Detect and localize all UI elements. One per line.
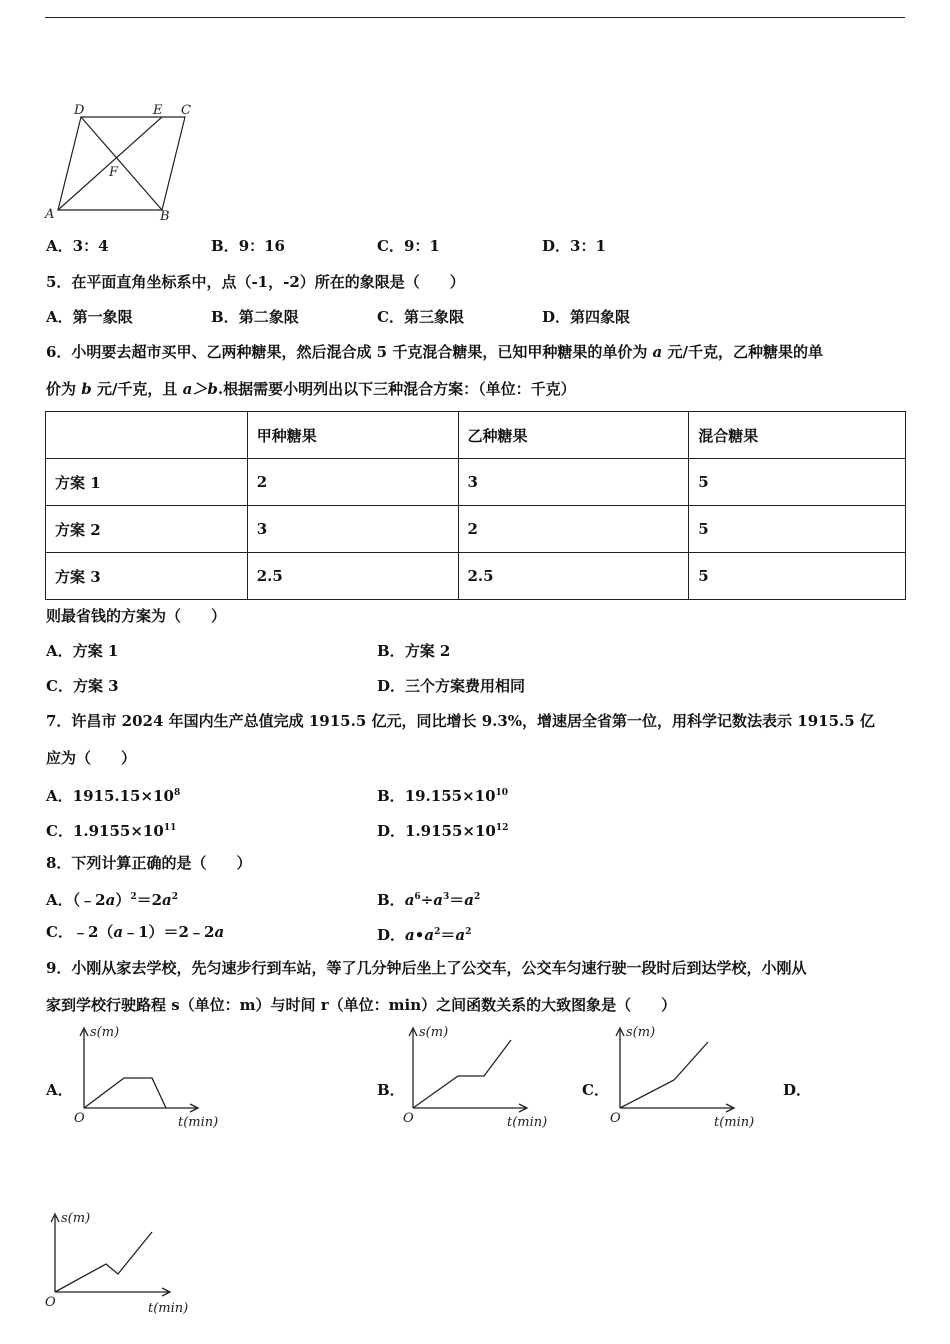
graph-d[interactable] (40, 1208, 200, 1320)
table-cell: 5 (689, 506, 906, 553)
table-cell: 5 (689, 553, 906, 600)
table-header-row (46, 412, 906, 459)
q7-option-c[interactable]: C．$1.9155\times 10^{11}$ (46, 822, 177, 840)
q6-option-b[interactable]: B．方案 2 (377, 642, 451, 660)
q4-option-a[interactable]: A．3：4 (46, 237, 109, 255)
label-E: E (153, 103, 163, 118)
table-header-cell: 甲种糖果 (247, 412, 458, 459)
graph-c[interactable] (606, 1022, 766, 1134)
label-D: D (74, 103, 85, 118)
table-header-cell (46, 412, 248, 459)
table-cell: 2.5 (458, 553, 689, 600)
q8-option-d[interactable]: D．$a•a^2=a^2$ (377, 926, 472, 944)
table-header-cell: 混合糖果 (689, 412, 906, 459)
graph-b[interactable] (400, 1022, 560, 1134)
header-rule (45, 17, 905, 18)
table-cell: 方案 2 (46, 506, 248, 553)
q7-option-b[interactable]: B．$19.155\times 10^{10}$ (377, 787, 509, 805)
q4-option-d[interactable]: D．3：1 (542, 237, 606, 255)
table-cell: 3 (247, 506, 458, 553)
q6-option-a[interactable]: A．方案 1 (46, 642, 119, 660)
q7-option-d[interactable]: D．$1.9155\times 10^{12}$ (377, 822, 509, 840)
q4-option-c[interactable]: C．9：1 (377, 237, 440, 255)
q9-option-d-key[interactable]: D． (783, 1081, 812, 1099)
q8-stem: 8．下列计算正确的是（ ） (46, 854, 252, 872)
label-C: C (181, 103, 191, 118)
q8-option-c[interactable]: C．﹣2（a﹣1）＝2﹣2a (46, 923, 225, 941)
q5-stem: 5．在平面直角坐标系中，点（-1，-2）所在的象限是（ ） (46, 273, 465, 291)
q5-option-d[interactable]: D．第四象限 (542, 308, 631, 326)
label-A: A (45, 207, 55, 222)
q9-stem-line2: 家到学校行驶路程 s（单位：m）与时间 r（单位：min）之间函数关系的大致图象是（ ） (46, 996, 677, 1014)
q5-option-a[interactable]: A．第一象限 (46, 308, 133, 326)
svg-text:s(m): s(m) (61, 1211, 91, 1226)
table-row (46, 459, 906, 506)
q9-option-b-key[interactable]: B． (377, 1081, 405, 1099)
table-cell: 2 (458, 506, 689, 553)
q6-question: 则最省钱的方案为（ ） (46, 607, 227, 625)
q6-stem-line1: 6．小明要去超市买甲、乙两种糖果，然后混合成 5 千克混合糖果，已知甲种糖果的单价为 a 元/千克，乙种糖果的单 (46, 343, 823, 361)
q5-option-b[interactable]: B．第二象限 (211, 308, 299, 326)
q7-stem-line1: 7．许昌市 2024 年国内生产总值完成 1915.5 亿元，同比增长 9.3%，增速居全省第一位，用科学记数法表示 1915.5 亿 (46, 712, 875, 730)
q9-option-c-key[interactable]: C． (582, 1081, 609, 1099)
q6-option-d[interactable]: D．三个方案费用相同 (377, 677, 526, 695)
svg-text:t(min): t(min) (178, 1115, 219, 1130)
table-cell: 2.5 (247, 553, 458, 600)
table-row (46, 506, 906, 553)
svg-text:s(m): s(m) (419, 1025, 449, 1040)
q6-stem-line2: 价为 b 元/千克，且 a＞b.根据需要小明列出以下三种混合方案：（单位：千克） (46, 380, 576, 398)
table-row (46, 553, 906, 600)
svg-text:s(m): s(m) (90, 1025, 120, 1040)
table-cell: 方案 1 (46, 459, 248, 506)
q8-option-a[interactable]: A．$(﹣2a)^2=2a^2$ (46, 891, 179, 909)
q4-option-b[interactable]: B．9：16 (211, 237, 285, 255)
graph-a[interactable] (70, 1022, 230, 1134)
q7-option-a[interactable]: A．$1915.15\times 10^8$ (46, 787, 181, 805)
q5-option-c[interactable]: C．第三象限 (377, 308, 464, 326)
svg-text:t(min): t(min) (714, 1115, 755, 1130)
q8-option-b[interactable]: B．$a^6\div a^3=a^2$ (377, 891, 481, 909)
label-F: F (109, 165, 119, 180)
q9-stem-line1: 9．小刚从家去学校，先匀速步行到车站，等了几分钟后坐上了公交车，公交车匀速行驶一段时后到达学校，小刚从 (46, 959, 807, 977)
table-header-cell: 乙种糖果 (458, 412, 689, 459)
svg-text:t(min): t(min) (507, 1115, 548, 1130)
q9-option-a-key[interactable]: A． (46, 1081, 73, 1099)
table-cell: 3 (458, 459, 689, 506)
q7-stem-line2: 应为（ ） (46, 749, 137, 767)
svg-text:O: O (610, 1111, 621, 1126)
svg-text:t(min): t(min) (148, 1301, 189, 1316)
table-cell: 方案 3 (46, 553, 248, 600)
svg-text:O: O (45, 1295, 56, 1310)
parallelogram-figure (40, 96, 210, 226)
svg-text:O: O (403, 1111, 414, 1126)
table-cell: 5 (689, 459, 906, 506)
q6-option-c[interactable]: C．方案 3 (46, 677, 119, 695)
mix-plan-table (45, 411, 906, 600)
table-cell: 2 (247, 459, 458, 506)
svg-text:s(m): s(m) (626, 1025, 656, 1040)
svg-text:O: O (74, 1111, 85, 1126)
label-B: B (160, 209, 170, 224)
